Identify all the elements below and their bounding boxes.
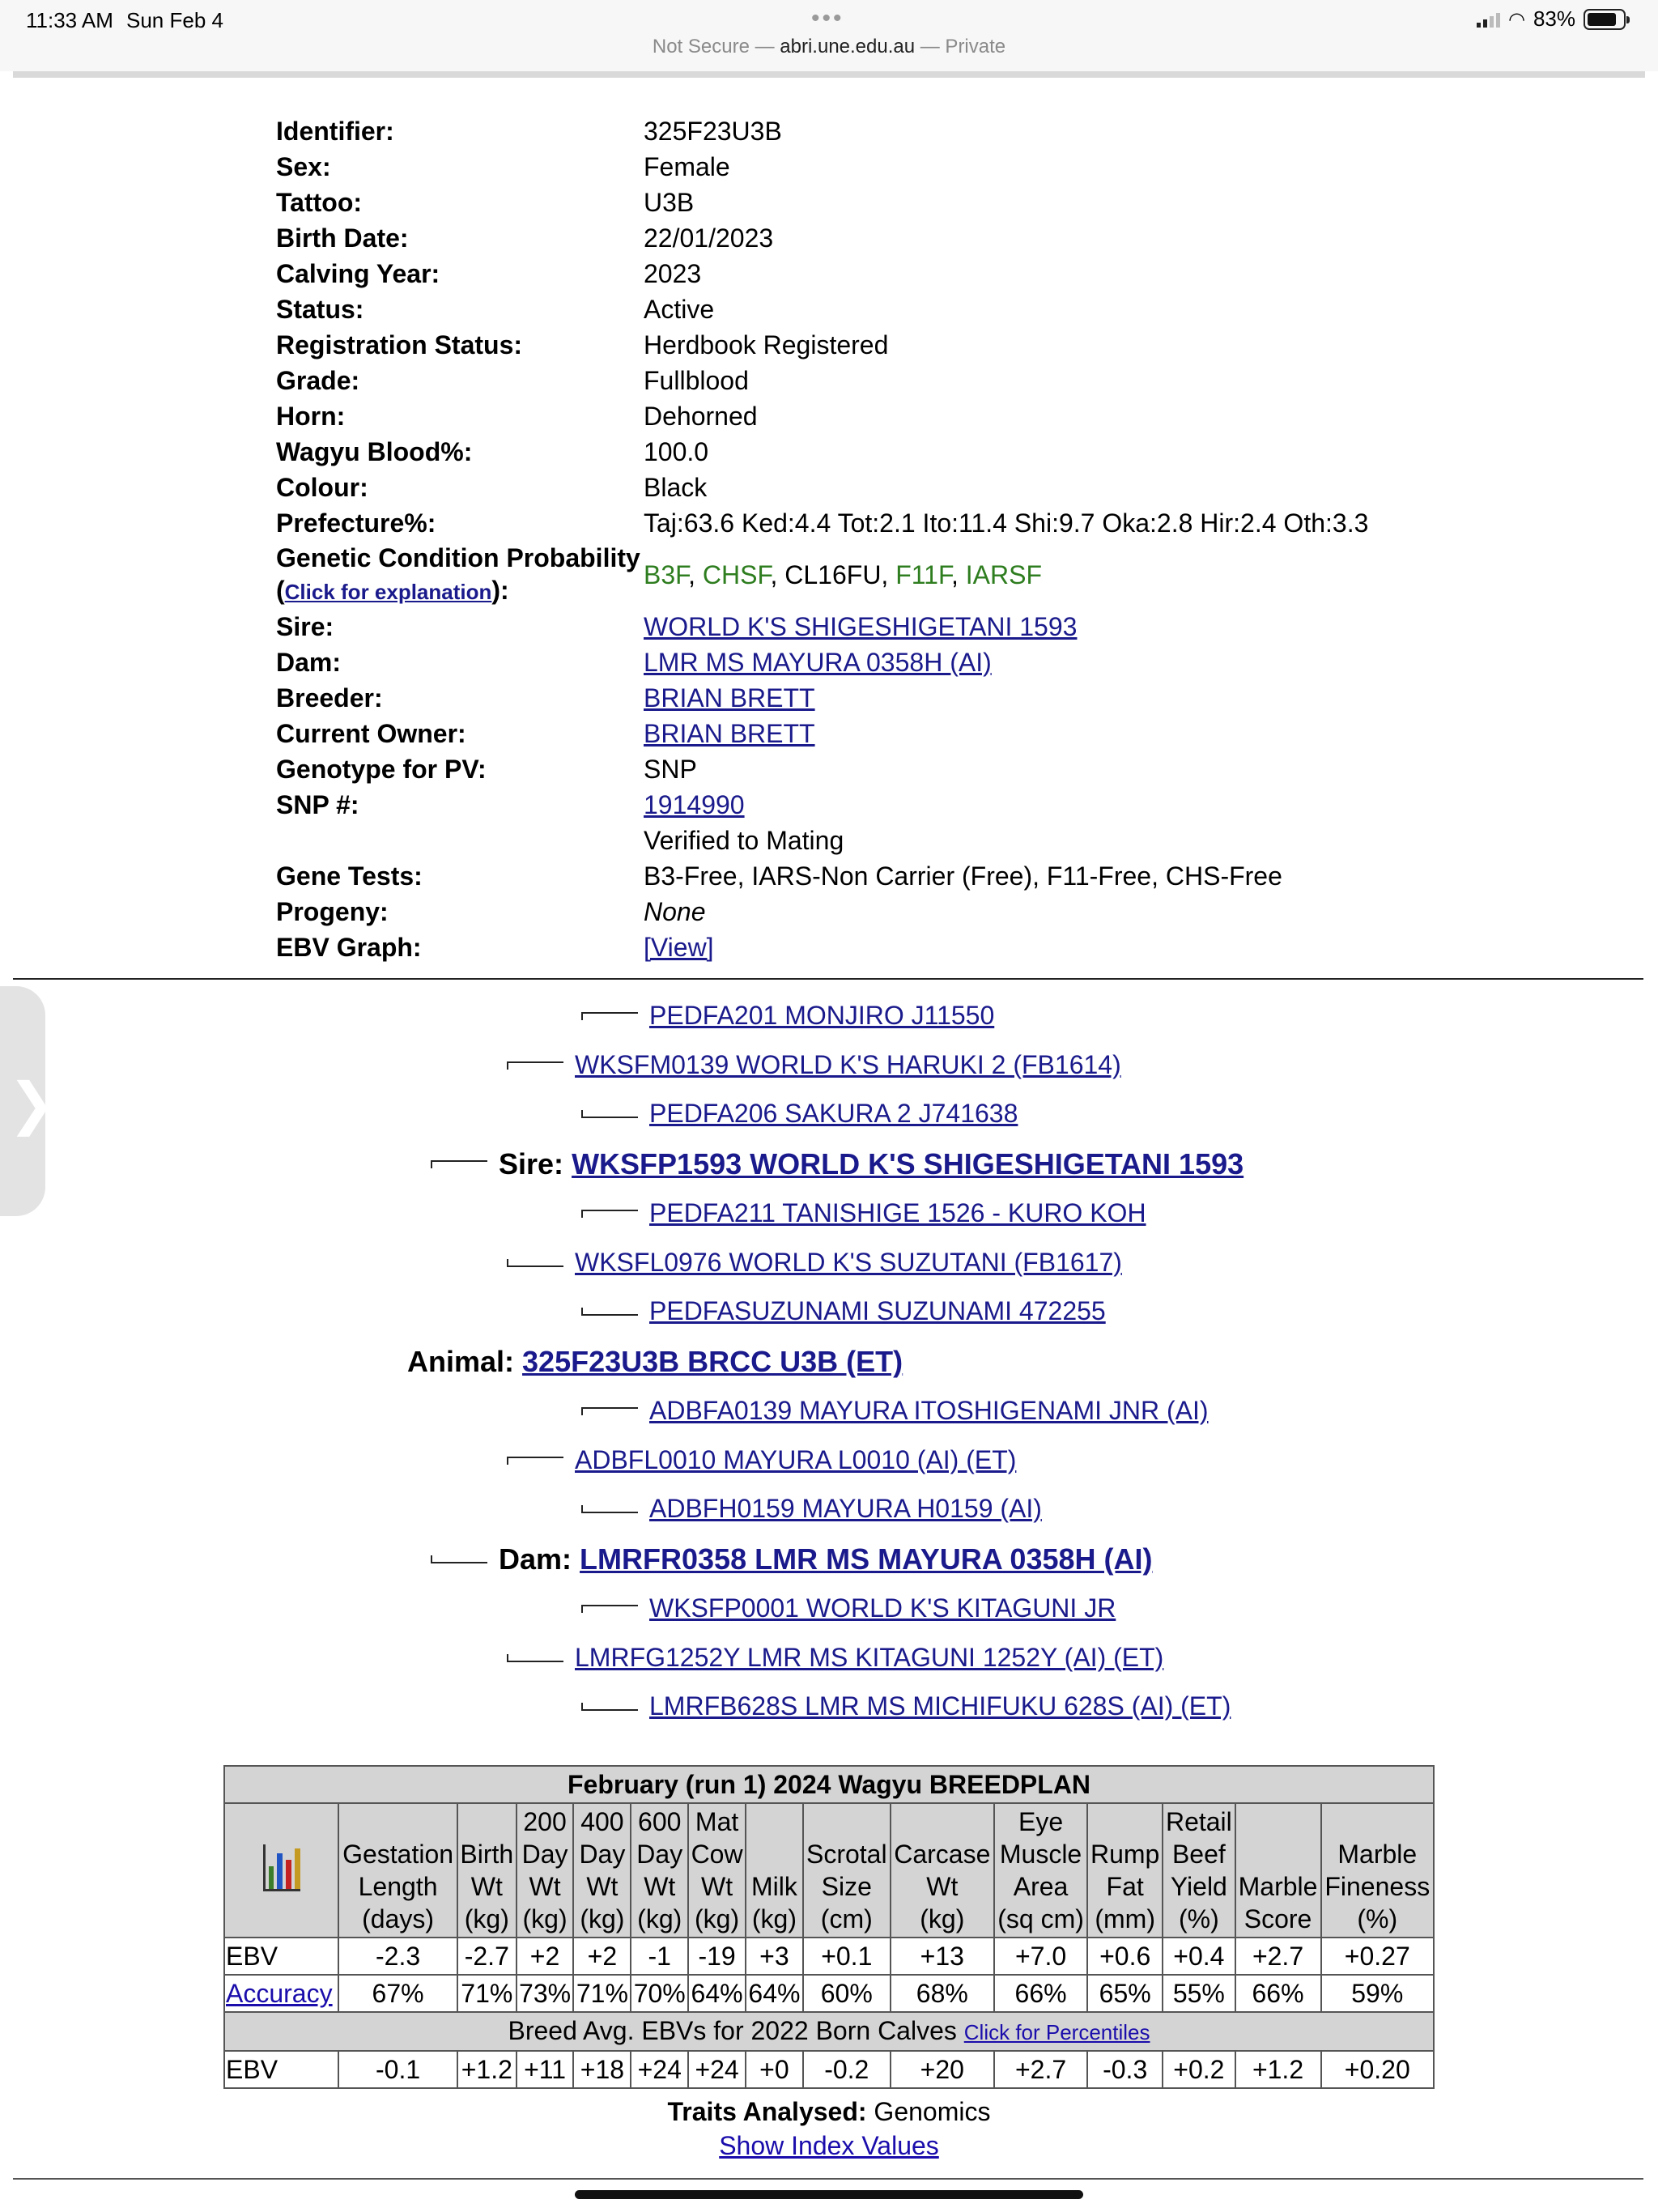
pedigree-link[interactable]: WKSFL0976 WORLD K'S SUZUTANI (FB1617) bbox=[575, 1248, 1122, 1277]
pedigree-link[interactable]: LMRFB628S LMR MS MICHIFUKU 628S (AI) (ET) bbox=[649, 1691, 1231, 1721]
ebv-header-line: (sq cm) bbox=[997, 1904, 1084, 1933]
ebv-header-line: 600 bbox=[638, 1807, 682, 1836]
ebv-header-line: Milk bbox=[750, 1872, 797, 1901]
gcp-close: ): bbox=[491, 576, 509, 605]
pedigree-node bbox=[507, 1445, 1016, 1475]
pedigree-link[interactable]: PEDFA211 TANISHIGE 1526 - KURO KOH bbox=[649, 1198, 1146, 1227]
detail-tattoo bbox=[276, 185, 1490, 220]
pedigree-node bbox=[581, 1099, 1018, 1129]
detail-label: Identifier: bbox=[276, 116, 394, 146]
ebv-value-cell: +2.7 bbox=[1235, 1938, 1321, 1975]
detail-value: Active bbox=[644, 294, 715, 324]
ebv-value-cell: +3 bbox=[746, 1938, 803, 1975]
detail-label: EBV Graph: bbox=[276, 932, 422, 962]
gcp-cl16fu: CL16FU bbox=[784, 559, 882, 589]
pedigree-node bbox=[507, 1248, 1122, 1278]
gcp-open: ( bbox=[276, 576, 285, 605]
dam-link[interactable]: LMR MS MAYURA 0358H (AI) bbox=[644, 647, 992, 677]
address-suffix: — Private bbox=[915, 36, 1006, 57]
accuracy-value-cell: 64% bbox=[746, 1975, 803, 2012]
breed-avg-value-cell: +0 bbox=[746, 2051, 803, 2088]
status-indicators bbox=[1477, 6, 1626, 32]
pedigree-connector bbox=[581, 1407, 638, 1415]
ebv-column-header bbox=[746, 1803, 803, 1938]
pedigree-connector bbox=[581, 1703, 638, 1711]
accuracy-value-cell: 73% bbox=[517, 1975, 574, 2012]
detail-value: Fullblood bbox=[644, 365, 749, 395]
gcp-sep: , bbox=[770, 559, 785, 589]
gcp-sep: , bbox=[881, 559, 896, 589]
toolbar-shadow bbox=[13, 71, 1645, 78]
breed-avg-value-cell: +18 bbox=[573, 2051, 631, 2088]
bar-chart-icon[interactable] bbox=[263, 1844, 300, 1891]
ebv-header-line: Wt bbox=[470, 1872, 503, 1901]
ebv-column-header bbox=[1321, 1803, 1434, 1938]
breed-avg-value-cell: +20 bbox=[891, 2051, 994, 2088]
detail-value: 22/01/2023 bbox=[644, 223, 774, 253]
battery-percent: 83% bbox=[1533, 6, 1575, 31]
divider bbox=[13, 978, 1643, 980]
chart-icon-bar bbox=[286, 1860, 291, 1889]
chart-icon-bar bbox=[277, 1853, 283, 1889]
detail-current-owner bbox=[276, 716, 1490, 751]
pedigree-link[interactable]: LMRFG1252Y LMR MS KITAGUNI 1252Y (AI) (ET) bbox=[575, 1643, 1164, 1672]
ebv-header-line: Wt bbox=[529, 1872, 561, 1901]
detail-sex bbox=[276, 149, 1490, 185]
ebv-value-cell: +0.4 bbox=[1163, 1938, 1235, 1975]
pedigree-node bbox=[581, 1593, 1116, 1623]
ebv-header-line: Retail bbox=[1165, 1807, 1232, 1836]
detail-label: Gene Tests: bbox=[276, 861, 423, 891]
detail-label: SNP #: bbox=[276, 789, 359, 819]
detail-label: Current Owner: bbox=[276, 718, 466, 748]
pedigree-animal-node bbox=[407, 1345, 903, 1379]
breed-avg-value-cell: -0.3 bbox=[1087, 2051, 1163, 2088]
accuracy-link[interactable]: Accuracy bbox=[226, 1979, 333, 2008]
detail-label: Calving Year: bbox=[276, 258, 440, 288]
ebv-value-cell: -19 bbox=[688, 1938, 746, 1975]
ebv-column-header bbox=[338, 1803, 457, 1938]
ebv-column-header bbox=[573, 1803, 631, 1938]
pedigree-sire-link[interactable]: WKSFP1593 WORLD K'S SHIGESHIGETANI 1593 bbox=[572, 1147, 1244, 1180]
ebv-column-header bbox=[517, 1803, 574, 1938]
ebv-graph-view-link[interactable]: [View] bbox=[644, 932, 714, 962]
gcp-explanation-link[interactable]: Click for explanation bbox=[284, 580, 492, 604]
detail-progeny bbox=[276, 894, 1490, 929]
ebv-row bbox=[224, 1938, 1434, 1975]
home-indicator[interactable] bbox=[575, 2190, 1083, 2199]
ebv-value-cell: +2 bbox=[517, 1938, 574, 1975]
address-prefix: Not Secure — bbox=[652, 36, 780, 57]
detail-value: 100.0 bbox=[644, 436, 709, 466]
detail-value: U3B bbox=[644, 187, 695, 217]
detail-identifier bbox=[276, 113, 1490, 149]
browser-status-bar bbox=[0, 0, 1658, 71]
detail-label: Genotype for PV: bbox=[276, 754, 487, 784]
detail-label: Status: bbox=[276, 294, 364, 324]
pedigree-link[interactable]: ADBFL0010 MAYURA L0010 (AI) (ET) bbox=[575, 1445, 1017, 1474]
ebv-header-line: (days) bbox=[362, 1904, 435, 1933]
pedigree-animal-link[interactable]: 325F23U3B BRCC U3B (ET) bbox=[522, 1345, 903, 1378]
pedigree-node bbox=[507, 1050, 1121, 1080]
wifi-icon: ◠ bbox=[1508, 7, 1525, 31]
accuracy-value-cell: 70% bbox=[631, 1975, 688, 2012]
ebv-header-line: (kg) bbox=[695, 1904, 740, 1933]
ebv-header-line: Muscle bbox=[999, 1840, 1082, 1869]
detail-horn bbox=[276, 398, 1490, 434]
detail-breeder bbox=[276, 680, 1490, 716]
percentiles-link[interactable]: Click for Percentiles bbox=[963, 2020, 1150, 2044]
breed-avg-value-cell: -0.1 bbox=[338, 2051, 457, 2088]
gcp-label: Genetic Condition Probability bbox=[276, 543, 640, 572]
ebv-header-line: Cow bbox=[691, 1840, 743, 1869]
detail-value bbox=[644, 560, 1490, 590]
ebv-header-line: Birth bbox=[460, 1840, 514, 1869]
detail-prefecture bbox=[276, 505, 1490, 541]
pedigree-animal-label: Animal: bbox=[407, 1345, 515, 1378]
gcp-sep: , bbox=[950, 559, 966, 589]
gcp-f11f: F11F bbox=[895, 559, 951, 589]
ebv-header-line: Marble bbox=[1337, 1840, 1418, 1869]
traits-analysed bbox=[0, 2097, 1658, 2127]
detail-value: Verified to Mating bbox=[644, 825, 844, 855]
ebv-column-header bbox=[1235, 1803, 1321, 1938]
ebv-value-cell: -2.7 bbox=[457, 1938, 517, 1975]
pedigree-connector bbox=[431, 1160, 487, 1168]
pedigree-connector bbox=[507, 1259, 563, 1267]
detail-value: 325F23U3B bbox=[644, 116, 782, 146]
detail-label: Horn: bbox=[276, 401, 346, 431]
pedigree-connector bbox=[581, 1505, 638, 1513]
gcp-iarsf: IARSF bbox=[965, 559, 1042, 589]
show-index-row bbox=[0, 2131, 1658, 2161]
ebv-column-header bbox=[803, 1803, 891, 1938]
ebv-column-header bbox=[1087, 1803, 1163, 1938]
address-host: abri.une.edu.au bbox=[780, 36, 916, 57]
breed-avg-value-cell: +1.2 bbox=[457, 2051, 517, 2088]
ebv-header-line: Scrotal bbox=[806, 1840, 887, 1869]
ebv-header-line: Rump bbox=[1090, 1840, 1160, 1869]
detail-grade bbox=[276, 363, 1490, 398]
pedigree-link[interactable]: WKSFM0139 WORLD K'S HARUKI 2 (FB1614) bbox=[575, 1050, 1121, 1079]
detail-wagyu-blood bbox=[276, 434, 1490, 470]
pedigree-node bbox=[581, 1691, 1231, 1721]
ebv-table-title: February (run 1) 2024 Wagyu BREEDPLAN bbox=[224, 1766, 1434, 1803]
chart-icon-bar bbox=[295, 1848, 300, 1889]
ebv-header-line: Size bbox=[821, 1872, 872, 1901]
ebv-header-line: Wt bbox=[644, 1872, 676, 1901]
pedigree-link[interactable]: WKSFP0001 WORLD K'S KITAGUNI JR bbox=[649, 1593, 1116, 1623]
ebv-header-line: Fat bbox=[1106, 1872, 1144, 1901]
detail-label: Sex: bbox=[276, 151, 331, 181]
accuracy-row bbox=[224, 1975, 1434, 2012]
detail-ebv-graph bbox=[276, 929, 1490, 965]
traits-value: Genomics bbox=[866, 2097, 991, 2126]
breed-avg-value-cell: +0.20 bbox=[1321, 2051, 1434, 2088]
ebv-header-line: Score bbox=[1244, 1904, 1312, 1933]
pedigree-connector bbox=[507, 1457, 563, 1465]
pedigree-connector bbox=[507, 1061, 563, 1070]
ebv-chart-cell[interactable] bbox=[224, 1803, 338, 1938]
accuracy-value-cell: 60% bbox=[803, 1975, 891, 2012]
accuracy-value-cell: 59% bbox=[1321, 1975, 1434, 2012]
detail-genetic-condition bbox=[276, 541, 1490, 609]
show-index-values-link[interactable]: Show Index Values bbox=[719, 2131, 939, 2160]
ebv-header-line: 400 bbox=[580, 1807, 624, 1836]
detail-snp bbox=[276, 787, 1490, 823]
ebv-header-line: (kg) bbox=[920, 1904, 965, 1933]
ebv-header-line: (kg) bbox=[464, 1904, 509, 1933]
ebv-value-cell: +0.27 bbox=[1321, 1938, 1434, 1975]
detail-calving-year bbox=[276, 256, 1490, 291]
ebv-header-line: Fineness bbox=[1324, 1872, 1431, 1901]
accuracy-value-cell: 67% bbox=[338, 1975, 457, 2012]
detail-dam bbox=[276, 644, 1490, 680]
snp-link[interactable]: 1914990 bbox=[644, 789, 745, 819]
breed-avg-value-cell: +0.2 bbox=[1163, 2051, 1235, 2088]
breed-avg-caption bbox=[224, 2012, 1434, 2051]
pedigree-connector bbox=[581, 1605, 638, 1613]
more-dots-icon[interactable]: ••• bbox=[811, 5, 844, 32]
ebv-header-line: Yield bbox=[1170, 1872, 1227, 1901]
detail-label: Wagyu Blood%: bbox=[276, 436, 473, 466]
ebv-header-line: (cm) bbox=[820, 1904, 873, 1933]
detail-value: SNP bbox=[644, 754, 697, 784]
breed-avg-value-cell: +24 bbox=[688, 2051, 746, 2088]
detail-value: Herdbook Registered bbox=[644, 330, 889, 359]
traits-label: Traits Analysed: bbox=[667, 2097, 867, 2126]
detail-label: Progeny: bbox=[276, 896, 389, 926]
accuracy-value-cell: 66% bbox=[1235, 1975, 1321, 2012]
ebv-header-line: Gestation bbox=[342, 1840, 454, 1869]
detail-label: Sire: bbox=[276, 611, 334, 641]
ebv-header-line: Wt bbox=[701, 1872, 733, 1901]
breed-avg-value-cell: +1.2 bbox=[1235, 2051, 1321, 2088]
breed-avg-row bbox=[224, 2051, 1434, 2088]
ebv-header-line: Carcase bbox=[894, 1840, 991, 1869]
detail-registration-status bbox=[276, 327, 1490, 363]
pedigree-node bbox=[507, 1643, 1163, 1673]
address-bar[interactable] bbox=[0, 36, 1658, 58]
accuracy-value-cell: 64% bbox=[688, 1975, 746, 2012]
ebv-header-line: Length bbox=[358, 1872, 438, 1901]
side-panel-tab[interactable] bbox=[0, 986, 56, 1216]
detail-gene-tests bbox=[276, 858, 1490, 894]
ebv-header-line: Wt bbox=[926, 1872, 959, 1901]
pedigree-link[interactable]: PEDFA201 MONJIRO J11550 bbox=[649, 1001, 995, 1030]
breeder-link[interactable]: BRIAN BRETT bbox=[644, 683, 815, 713]
detail-label: Colour: bbox=[276, 472, 368, 502]
detail-status bbox=[276, 291, 1490, 327]
battery-icon bbox=[1584, 9, 1626, 30]
ebv-column-header bbox=[688, 1803, 746, 1938]
ebv-header-line: (kg) bbox=[580, 1904, 625, 1933]
owner-link[interactable]: BRIAN BRETT bbox=[644, 718, 815, 748]
detail-sire bbox=[276, 609, 1490, 644]
gcp-sep: , bbox=[688, 559, 703, 589]
pedigree-link[interactable]: ADBFH0159 MAYURA H0159 (AI) bbox=[649, 1494, 1042, 1523]
pedigree-link[interactable]: PEDFA206 SAKURA 2 J741638 bbox=[649, 1099, 1018, 1128]
detail-label: Breeder: bbox=[276, 683, 383, 713]
ebv-header-line: Area bbox=[1013, 1872, 1069, 1901]
pedigree-connector bbox=[431, 1555, 487, 1563]
ebv-value-cell: +2 bbox=[573, 1938, 631, 1975]
detail-label: Prefecture%: bbox=[276, 508, 436, 538]
detail-value: Dehorned bbox=[644, 401, 758, 431]
pedigree-dam-label: Dam: bbox=[499, 1542, 572, 1576]
accuracy-value-cell: 66% bbox=[994, 1975, 1087, 2012]
detail-colour bbox=[276, 470, 1490, 505]
detail-snp-note bbox=[276, 823, 1490, 858]
ebv-value-cell: -2.3 bbox=[338, 1938, 457, 1975]
cellular-signal-icon bbox=[1477, 11, 1500, 28]
accuracy-value-cell: 65% bbox=[1087, 1975, 1163, 2012]
pedigree-connector bbox=[581, 1110, 638, 1118]
status-time: 11:33 AM bbox=[26, 8, 113, 32]
gcp-b3f: B3F bbox=[644, 559, 689, 589]
detail-value: Female bbox=[644, 151, 730, 181]
ebv-header-line: Marble bbox=[1238, 1872, 1318, 1901]
detail-value: None bbox=[644, 896, 706, 926]
detail-genotype bbox=[276, 751, 1490, 787]
ebv-header-line: Day bbox=[579, 1840, 626, 1869]
sire-link[interactable]: WORLD K'S SHIGESHIGETANI 1593 bbox=[644, 611, 1078, 641]
ebv-header-line: Day bbox=[636, 1840, 683, 1869]
ebv-header-line: (mm) bbox=[1095, 1904, 1155, 1933]
ebv-header-line: Day bbox=[521, 1840, 568, 1869]
pedigree-dam-link[interactable]: LMRFR0358 LMR MS MAYURA 0358H (AI) bbox=[580, 1542, 1153, 1576]
ebv-column-header bbox=[457, 1803, 517, 1938]
breed-avg-text: Breed Avg. EBVs for 2022 Born Calves bbox=[508, 2016, 964, 2045]
detail-value: Black bbox=[644, 472, 708, 502]
breed-avg-value-cell: +2.7 bbox=[994, 2051, 1087, 2088]
ebv-value-cell: +0.1 bbox=[803, 1938, 891, 1975]
detail-label: Tattoo: bbox=[276, 187, 363, 217]
pedigree-link[interactable]: ADBFA0139 MAYURA ITOSHIGENAMI JNR (AI) bbox=[649, 1396, 1209, 1425]
pedigree-dam-node bbox=[431, 1542, 1153, 1576]
pedigree-node bbox=[581, 1396, 1209, 1426]
pedigree-link[interactable]: PEDFASUZUNAMI SUZUNAMI 472255 bbox=[649, 1296, 1106, 1325]
ebv-header-line: (kg) bbox=[637, 1904, 682, 1933]
accuracy-value-cell: 55% bbox=[1163, 1975, 1235, 2012]
breed-row-label: EBV bbox=[224, 2051, 338, 2088]
breed-avg-header-row bbox=[224, 2012, 1434, 2051]
detail-label: Dam: bbox=[276, 647, 342, 677]
pedigree-sire-node bbox=[431, 1147, 1244, 1181]
chart-icon-bar bbox=[269, 1866, 274, 1889]
pedigree-node bbox=[581, 1494, 1042, 1524]
status-date: Sun Feb 4 bbox=[126, 8, 223, 32]
ebv-value-cell: +0.6 bbox=[1087, 1938, 1163, 1975]
ebv-header-line: (%) bbox=[1178, 1904, 1219, 1933]
divider bbox=[13, 2178, 1643, 2180]
ebv-header-line: (kg) bbox=[751, 1904, 797, 1933]
animal-details bbox=[276, 113, 1490, 965]
breed-avg-value-cell: -0.2 bbox=[803, 2051, 891, 2088]
gcp-chsf: CHSF bbox=[702, 559, 771, 589]
pedigree-connector bbox=[581, 1012, 638, 1020]
ebv-value-cell: +13 bbox=[891, 1938, 994, 1975]
ebv-header-line: 200 bbox=[523, 1807, 567, 1836]
detail-birth-date bbox=[276, 220, 1490, 256]
pedigree-node bbox=[581, 1001, 994, 1031]
detail-label bbox=[276, 542, 644, 608]
accuracy-value-cell: 71% bbox=[573, 1975, 631, 2012]
breed-avg-value-cell: +24 bbox=[631, 2051, 688, 2088]
detail-value: B3-Free, IARS-Non Carrier (Free), F11-Free, CHS-Free bbox=[644, 861, 1282, 891]
detail-label: Registration Status: bbox=[276, 330, 523, 359]
chevron-right-icon: ❯ bbox=[8, 1070, 56, 1137]
ebv-column-header bbox=[1163, 1803, 1235, 1938]
ebv-header-line: Wt bbox=[586, 1872, 619, 1901]
ebv-column-header bbox=[994, 1803, 1087, 1938]
ebv-column-header bbox=[631, 1803, 688, 1938]
pedigree-node bbox=[581, 1198, 1146, 1228]
breed-avg-value-cell: +11 bbox=[517, 2051, 574, 2088]
accuracy-value-cell: 71% bbox=[457, 1975, 517, 2012]
ebv-row-label: EBV bbox=[224, 1938, 338, 1975]
pedigree-connector bbox=[581, 1210, 638, 1218]
ebv-value-cell: -1 bbox=[631, 1938, 688, 1975]
pedigree-sire-label: Sire: bbox=[499, 1147, 564, 1180]
detail-label: Grade: bbox=[276, 365, 360, 395]
ebv-header-line: (kg) bbox=[522, 1904, 568, 1933]
ebv-value-cell: +7.0 bbox=[994, 1938, 1087, 1975]
detail-value: 2023 bbox=[644, 258, 702, 288]
ebv-table bbox=[223, 1765, 1435, 2089]
detail-value: Taj:63.6 Ked:4.4 Tot:2.1 Ito:11.4 Shi:9.7 Oka:2.8 Hir:2.4 Oth:3.3 bbox=[644, 508, 1369, 538]
ebv-header-line: (%) bbox=[1357, 1904, 1398, 1933]
pedigree-connector bbox=[581, 1308, 638, 1316]
pedigree-connector bbox=[507, 1654, 563, 1662]
ebv-column-header bbox=[891, 1803, 994, 1938]
ebv-header-line: Mat bbox=[695, 1807, 739, 1836]
accuracy-value-cell: 68% bbox=[891, 1975, 994, 2012]
ebv-header-line: Eye bbox=[1018, 1807, 1064, 1836]
ebv-header-row bbox=[224, 1803, 1434, 1938]
pedigree-node bbox=[581, 1296, 1106, 1326]
ebv-header-line: Beef bbox=[1171, 1840, 1226, 1869]
detail-label: Birth Date: bbox=[276, 223, 409, 253]
